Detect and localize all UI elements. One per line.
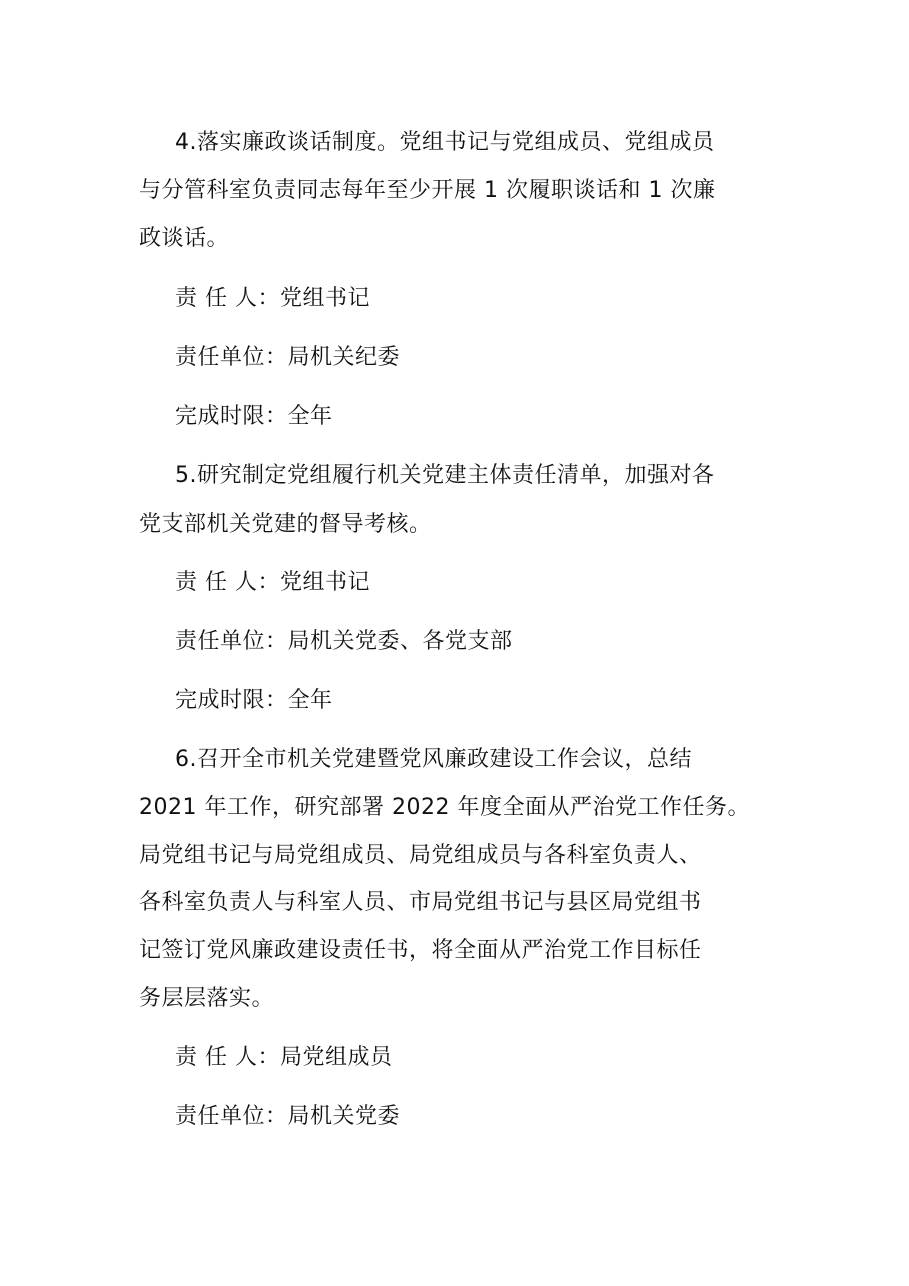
item5-line-2: 党支部机关党建的督导考核。 [139,512,432,537]
item6-line-3: 局党组书记与局党组成员、局党组成员与各科室负责人、 [139,843,702,868]
item4-responsible-person: 责 任 人：党组书记 [175,286,370,311]
item6-line-5: 记签订党风廉政建设责任书，将全面从严治党工作目标任 [139,938,702,963]
item4-line-3: 政谈话。 [139,226,230,251]
item4-line-1: 4.落实廉政谈话制度。党组书记与党组成员、党组成员 [175,130,715,155]
item5-line-1: 5.研究制定党组履行机关党建主体责任清单，加强对各 [175,463,715,488]
item5-responsible-unit: 责任单位：局机关党委、各党支部 [175,629,513,654]
item5-deadline: 完成时限：全年 [175,688,333,713]
item6-line-1: 6.召开全市机关党建暨党风廉政建设工作会议，总结 [175,747,692,772]
item6-line-6: 务层层落实。 [139,986,275,1011]
item5-responsible-person: 责 任 人：党组书记 [175,570,370,595]
item4-deadline: 完成时限：全年 [175,404,333,429]
item6-line-2: 2021 年工作，研究部署 2022 年度全面从严治党工作任务。 [139,795,750,820]
item6-line-4: 各科室负责人与科室人员、市局党组书记与县区局党组书 [139,890,702,915]
item4-line-2: 与分管科室负责同志每年至少开展 1 次履职谈话和 1 次廉 [139,178,716,203]
item4-responsible-unit: 责任单位：局机关纪委 [175,345,401,370]
item6-responsible-unit: 责任单位：局机关党委 [175,1104,401,1129]
item6-responsible-person: 责 任 人：局党组成员 [175,1045,393,1070]
